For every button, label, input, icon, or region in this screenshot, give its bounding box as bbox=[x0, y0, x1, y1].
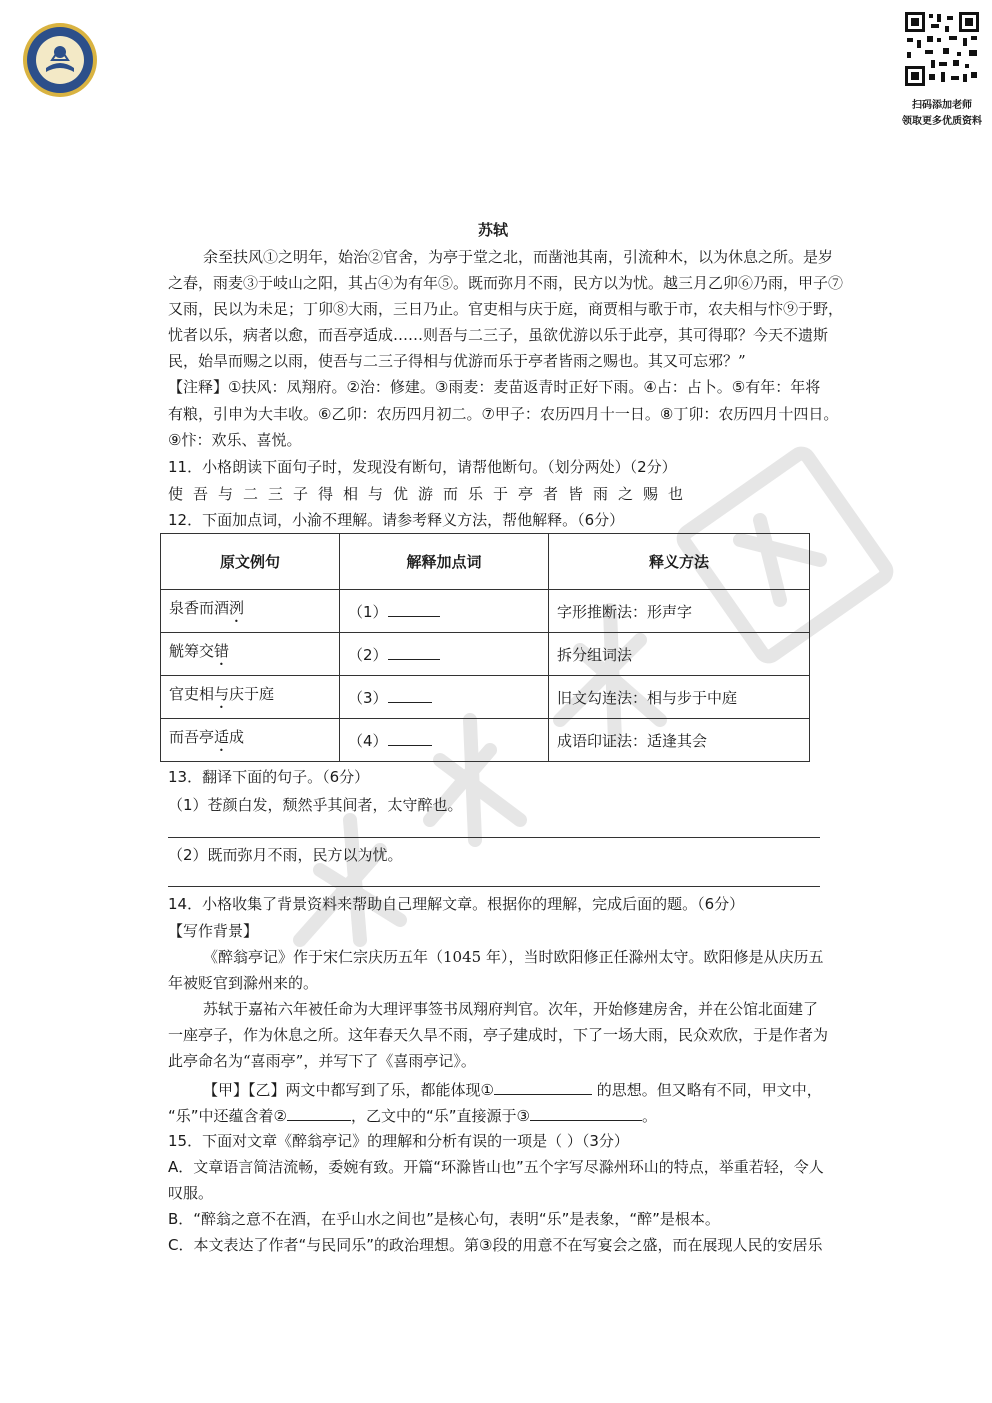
option-a[interactable]: A．文章语言简洁流畅，委婉有致。开篇“环滁皆山也”五个字写尽滁州环山的特点，举重若轻，令人 bbox=[168, 1158, 824, 1176]
option-b[interactable]: B．“醉翁之意不在酒，在乎山水之间也”是核心句，表明“乐”是表象，“醉”是根本。 bbox=[168, 1210, 720, 1228]
blank-3[interactable] bbox=[530, 1105, 642, 1121]
background-text: 《醉翁亭记》作于宋仁宗庆历五年（1045 年），当时欧阳修正任滁州太守。欧阳修是从庆历五 bbox=[203, 948, 824, 966]
q15-prompt: 15．下面对文章《醉翁亭记》的理解和分析有误的一项是（ ）（3分） bbox=[168, 1132, 629, 1150]
background-text: 年被贬官到滁州来的。 bbox=[168, 974, 319, 992]
answer-blank[interactable] bbox=[388, 730, 432, 746]
table-row bbox=[161, 719, 810, 762]
q13-sentence-2: （2）既而弥月不雨，民方以为忧。 bbox=[168, 846, 403, 864]
example-cell bbox=[161, 676, 340, 719]
blank-2[interactable] bbox=[287, 1105, 351, 1121]
example-cell bbox=[161, 719, 340, 762]
fill-in-line bbox=[168, 1105, 828, 1126]
q12-prompt: 12．下面加点词，小渝不理解。请参考释义方法，帮他解释。（6分） bbox=[168, 511, 625, 529]
passage-line: 民，始旱而赐之以雨，使吾与二三子得相与优游而乐于亭者皆雨之赐也。其又可忘邪？” bbox=[168, 352, 746, 370]
method-cell: 字形推断法：形声字 bbox=[549, 590, 810, 633]
q11-sentence: 使吾与二三子得相与优游而乐于亭者皆雨之赐也 bbox=[168, 485, 694, 503]
table-row bbox=[161, 590, 810, 633]
answer-number: （2） bbox=[348, 645, 388, 664]
notes-line: 【注释】①扶风：凤翔府。②治：修建。③雨麦：麦苗返青时正好下雨。④占：占卜。⑤有年：年将 bbox=[168, 378, 821, 396]
method-cell: 成语印证法：适逢其会 bbox=[549, 719, 810, 762]
header-cell: 原文例句 bbox=[161, 534, 340, 590]
header-cell: 解释加点词 bbox=[340, 534, 549, 590]
dotted-word: 洌 bbox=[229, 598, 245, 617]
example-text: 成 bbox=[229, 727, 245, 746]
answer-number: （3） bbox=[348, 688, 388, 707]
example-cell bbox=[161, 633, 340, 676]
answer-cell[interactable] bbox=[340, 676, 549, 719]
school-logo-icon bbox=[22, 22, 98, 98]
background-title: 【写作背景】 bbox=[168, 922, 259, 940]
q13-sentence-1: （1）苍颜白发，颓然乎其间者，太守醉也。 bbox=[168, 796, 463, 814]
dotted-word: 与 bbox=[214, 684, 230, 703]
option-c[interactable]: C．本文表达了作者“与民同乐”的政治理想。第③段的用意不在写宴会之盛，而在展现人民的安居乐 bbox=[168, 1236, 823, 1254]
passage-line: 之春，雨麦③于岐山之阳，其占④为有年⑤。既而弥月不雨，民方以为忧。越三月乙卯⑥乃雨，甲子⑦ bbox=[168, 274, 844, 292]
example-cell bbox=[161, 590, 340, 633]
q12-table bbox=[160, 533, 810, 762]
example-text: 泉香而酒 bbox=[169, 598, 230, 617]
passage-author: 苏轼 bbox=[478, 221, 509, 239]
answer-blank[interactable] bbox=[388, 601, 440, 617]
fill-text: 。 bbox=[642, 1107, 658, 1125]
dotted-word: 错 bbox=[214, 641, 230, 660]
dotted-word: 适 bbox=[214, 727, 230, 746]
answer-number: （4） bbox=[348, 731, 388, 750]
example-text: 官吏相 bbox=[169, 684, 215, 703]
blank-1[interactable] bbox=[494, 1079, 592, 1095]
fill-text: “乐”中还蕴含着② bbox=[168, 1107, 287, 1125]
q14-prompt: 14．小格收集了背景资料来帮助自己理解文章。根据你的理解，完成后面的题。（6分） bbox=[168, 895, 745, 913]
answer-cell[interactable] bbox=[340, 719, 549, 762]
fill-text: ，乙文中的“乐”直接源于③ bbox=[351, 1107, 530, 1125]
answer-cell[interactable] bbox=[340, 590, 549, 633]
background-text: 苏轼于嘉祐六年被任命为大理评事签书凤翔府判官。次年，开始修建房舍，并在公馆北面建了 bbox=[203, 1000, 819, 1018]
answer-number: （1） bbox=[348, 602, 388, 621]
fill-text: 【甲】【乙】两文中都写到了乐，都能体现① bbox=[203, 1081, 494, 1099]
passage-line: 余至扶风①之明年，始治②官舍，为亭于堂之北，而凿池其南，引流种木，以为休息之所。是岁 bbox=[203, 248, 834, 266]
notes-line: 有粮，引申为大丰收。⑥乙卯：农历四月初二。⑦甲子：农历四月十一日。⑧丁卯：农历四月十四日。 bbox=[168, 405, 839, 423]
option-a-continued: 叹服。 bbox=[168, 1184, 214, 1202]
answer-line[interactable] bbox=[168, 886, 820, 887]
example-text: 觥筹交 bbox=[169, 641, 215, 660]
header-cell: 释义方法 bbox=[549, 534, 810, 590]
answer-blank[interactable] bbox=[388, 687, 432, 703]
method-cell: 旧文勾连法：相与步于中庭 bbox=[549, 676, 810, 719]
qr-code-icon bbox=[903, 10, 981, 88]
method-cell: 拆分组词法 bbox=[549, 633, 810, 676]
table-row bbox=[161, 676, 810, 719]
notes-line: ⑨忭：欢乐、喜悦。 bbox=[168, 431, 302, 449]
qr-caption-line1: 扫码添加老师 bbox=[912, 100, 972, 111]
example-text: 庆于庭 bbox=[229, 684, 275, 703]
table-header-row bbox=[161, 534, 810, 590]
fill-text: 的思想。但又略有不同，甲文中， bbox=[596, 1081, 822, 1099]
passage-line: 忧者以乐，病者以愈，而吾亭适成……则吾与二三子，虽欲优游以乐于此亭，其可得耶？今天不遗斯 bbox=[168, 326, 829, 344]
answer-blank[interactable] bbox=[388, 644, 440, 660]
table-row bbox=[161, 633, 810, 676]
answer-cell[interactable] bbox=[340, 633, 549, 676]
fill-in-line bbox=[168, 1079, 863, 1100]
qr-caption-line2: 领取更多优质资料 bbox=[902, 116, 982, 127]
q13-prompt: 13．翻译下面的句子。（6分） bbox=[168, 768, 370, 786]
q11-prompt: 11．小格朗读下面句子时，发现没有断句，请帮他断句。（划分两处）（2分） bbox=[168, 458, 677, 476]
passage-line: 又雨，民以为未足；丁卯⑧大雨，三日乃止。官吏相与庆于庭，商贾相与歌于市，农夫相与忭⑨于野， bbox=[168, 300, 844, 318]
example-text: 而吾亭 bbox=[169, 727, 215, 746]
background-text: 此亭命名为“喜雨亭”，并写下了《喜雨亭记》。 bbox=[168, 1052, 476, 1070]
answer-line[interactable] bbox=[168, 837, 820, 838]
background-text: 一座亭子，作为休息之所。这年春天久旱不雨，亭子建成时，下了一场大雨，民众欢欣，于是作者为 bbox=[168, 1026, 829, 1044]
